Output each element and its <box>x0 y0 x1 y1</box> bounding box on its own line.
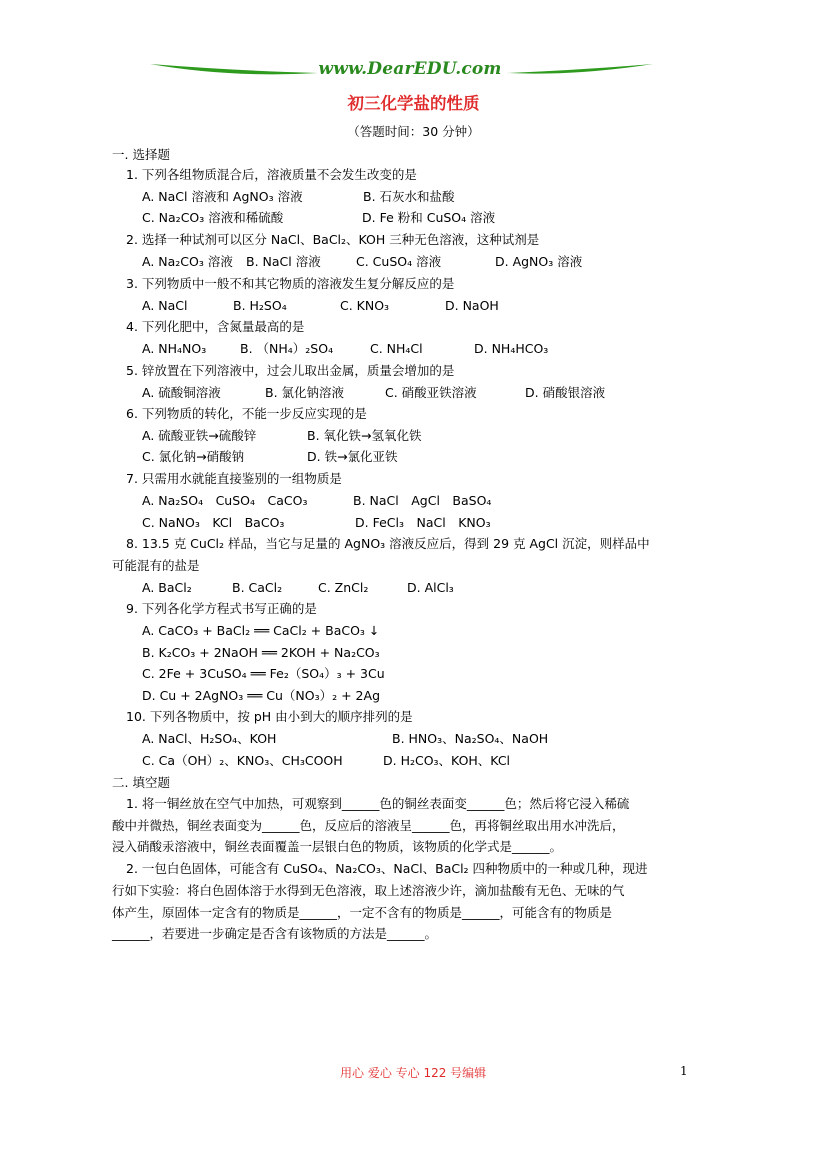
question-6-option-d: D. 铁→氯化亚铁 <box>307 449 398 464</box>
question-5-option-d: D. 硝酸银溶液 <box>525 385 606 400</box>
question-7-stem: 7. 只需用水就能直接鉴别的一组物质是 <box>126 471 342 486</box>
header-logo <box>150 56 650 84</box>
question-4-stem: 4. 下列化肥中，含氮量最高的是 <box>126 319 305 334</box>
question-1-option-b: B. 石灰水和盐酸 <box>363 189 455 204</box>
question-10-option-c: C. Ca（OH）₂、KNO₃、CH₃COOH <box>142 753 343 768</box>
right-swoosh-icon <box>505 62 655 78</box>
question-10-option-d: D. H₂CO₃、KOH、KCl <box>383 753 511 768</box>
question-1-option-d: D. Fe 粉和 CuSO₄ 溶液 <box>362 210 496 225</box>
question-8-stem-line-1: 8. 13.5 克 CuCl₂ 样品，当它与足量的 AgNO₃ 溶液反应后，得到 29 克 AgCl 沉淀，则样品中 <box>126 536 650 551</box>
question-2-option-b: B. NaCl 溶液 <box>246 254 321 269</box>
footer-text: 用心 爱心 专心 122 号编辑 <box>340 1066 487 1080</box>
question-2-option-a: A. Na₂CO₃ 溶液 <box>142 254 233 269</box>
question-4-option-a: A. NH₄NO₃ <box>142 341 207 356</box>
question-3-option-a: A. NaCl <box>142 298 188 313</box>
logo-text: www.DearEDU.com <box>318 59 502 79</box>
question-8-option-b: B. CaCl₂ <box>232 580 283 595</box>
question-2-option-c: C. CuSO₄ 溶液 <box>356 254 442 269</box>
question-9-option-b: B. K₂CO₃ + 2NaOH ══ 2KOH + Na₂CO₃ <box>142 645 380 660</box>
question-9-option-c: C. 2Fe + 3CuSO₄ ══ Fe₂（SO₄）₃ + 3Cu <box>142 666 385 681</box>
question-6-option-c: C. 氯化钠→硝酸钠 <box>142 449 245 464</box>
question-7-option-d: D. FeCl₃ NaCl KNO₃ <box>355 515 491 530</box>
fill-1-line-3: 浸入硝酸汞溶液中，铜丝表面覆盖一层银白色的物质，该物质的化学式是______。 <box>112 839 563 854</box>
question-4-option-c: C. NH₄Cl <box>370 341 423 356</box>
fill-1-line-2: 酸中并微热，铜丝表面变为______色，反应后的溶液呈______色，再将铜丝取出用水冲洗后， <box>112 818 625 833</box>
question-1-option-a: A. NaCl 溶液和 AgNO₃ 溶液 <box>142 189 303 204</box>
question-4-option-d: D. NH₄HCO₃ <box>474 341 549 356</box>
section-heading-choice: 一. 选择题 <box>112 147 170 162</box>
question-9-option-a: A. CaCO₃ + BaCl₂ ══ CaCl₂ + BaCO₃ ↓ <box>142 623 380 638</box>
question-2-option-d: D. AgNO₃ 溶液 <box>495 254 583 269</box>
question-3-option-d: D. NaOH <box>445 298 499 313</box>
question-6-stem: 6. 下列物质的转化，不能一步反应实现的是 <box>126 406 367 421</box>
question-8-stem-line-2: 可能混有的盐是 <box>112 558 200 573</box>
question-1-option-c: C. Na₂CO₃ 溶液和稀硫酸 <box>142 210 284 225</box>
question-10-option-b: B. HNO₃、Na₂SO₄、NaOH <box>392 731 549 746</box>
question-3-stem: 3. 下列物质中一般不和其它物质的溶液发生复分解反应的是 <box>126 276 455 291</box>
question-6-option-a: A. 硫酸亚铁→硫酸锌 <box>142 428 257 443</box>
question-10-option-a: A. NaCl、H₂SO₄、KOH <box>142 731 277 746</box>
fill-2-line-3: 体产生，原固体一定含有的物质是______，一定不含有的物质是______，可能含有的物质是 <box>112 905 613 920</box>
question-6-option-b: B. 氧化铁→氢氧化铁 <box>307 428 422 443</box>
page-subtitle: （答题时间：30 分钟） <box>347 124 480 139</box>
fill-2-line-4: ______，若要进一步确定是否含有该物质的方法是______。 <box>112 926 438 941</box>
question-8-option-d: D. AlCl₃ <box>407 580 454 595</box>
left-swoosh-icon <box>150 62 320 78</box>
section-heading-fill: 二. 填空题 <box>112 775 170 790</box>
question-5-stem: 5. 锌放置在下列溶液中，过会儿取出金属，质量会增加的是 <box>126 363 455 378</box>
question-7-option-a: A. Na₂SO₄ CuSO₄ CaCO₃ <box>142 493 308 508</box>
question-10-stem: 10. 下列各物质中，按 pH 由小到大的顺序排列的是 <box>126 709 413 724</box>
question-7-option-b: B. NaCl AgCl BaSO₄ <box>353 493 492 508</box>
question-3-option-c: C. KNO₃ <box>340 298 390 313</box>
question-9-option-d: D. Cu + 2AgNO₃ ══ Cu（NO₃）₂ + 2Ag <box>142 688 381 703</box>
question-5-option-c: C. 硝酸亚铁溶液 <box>385 385 477 400</box>
question-1-stem: 1. 下列各组物质混合后，溶液质量不会发生改变的是 <box>126 167 417 182</box>
question-8-option-c: C. ZnCl₂ <box>318 580 369 595</box>
question-2-stem: 2. 选择一种试剂可以区分 NaCl、BaCl₂、KOH 三种无色溶液，这种试剂是 <box>126 232 540 247</box>
question-3-option-b: B. H₂SO₄ <box>233 298 287 313</box>
question-8-option-a: A. BaCl₂ <box>142 580 192 595</box>
question-5-option-b: B. 氯化钠溶液 <box>265 385 345 400</box>
fill-1-line-1: 1. 将一铜丝放在空气中加热，可观察到______色的铜丝表面变______色；然后将它浸入稀硫 <box>126 796 630 811</box>
question-7-option-c: C. NaNO₃ KCl BaCO₃ <box>142 515 285 530</box>
question-9-stem: 9. 下列各化学方程式书写正确的是 <box>126 601 317 616</box>
question-4-option-b: B. （NH₄）₂SO₄ <box>240 341 334 356</box>
page-title: 初三化学盐的性质 <box>347 94 480 113</box>
page-number: 1 <box>680 1064 688 1078</box>
fill-2-line-1: 2. 一包白色固体，可能含有 CuSO₄、Na₂CO₃、NaCl、BaCl₂ 四种物质中的一种或几种，现进 <box>126 861 648 876</box>
question-5-option-a: A. 硫酸铜溶液 <box>142 385 221 400</box>
fill-2-line-2: 行如下实验：将白色固体溶于水得到无色溶液，取上述溶液少许，滴加盐酸有无色、无味的气 <box>112 883 625 898</box>
